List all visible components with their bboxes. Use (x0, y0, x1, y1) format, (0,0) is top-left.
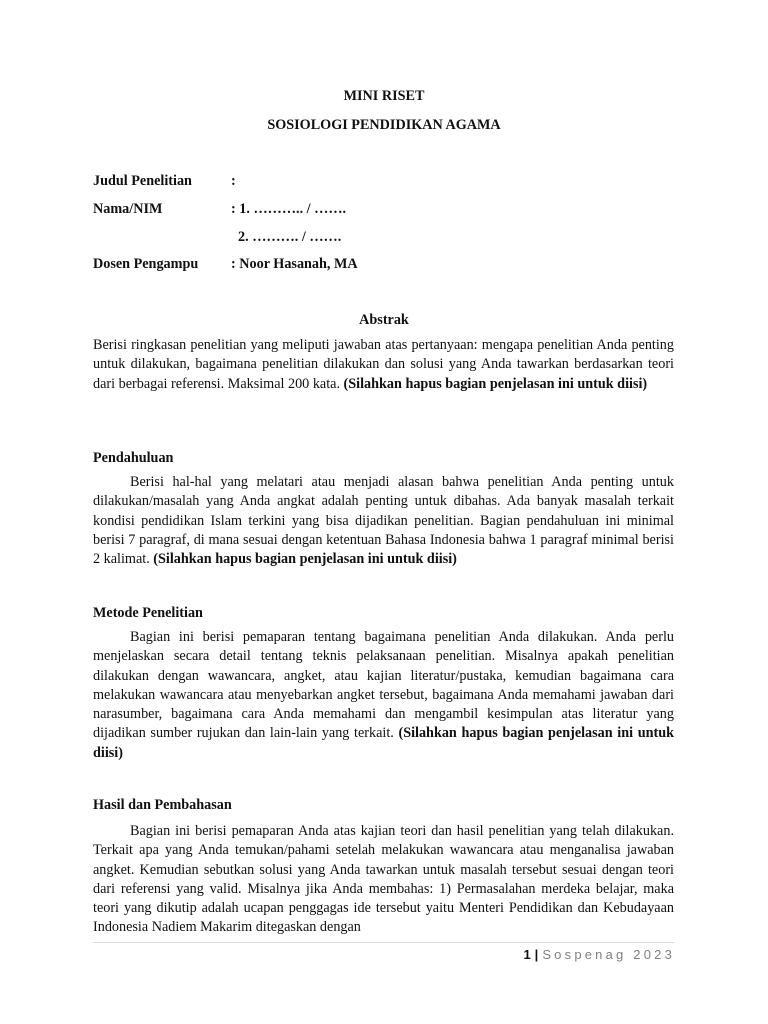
footer-separator: | (534, 947, 539, 962)
metode-paragraph (93, 628, 674, 763)
abstrak-note: (Silahkan hapus bagian penjelasan ini untuk diisi) (343, 375, 648, 392)
abstrak-paragraph (93, 336, 674, 394)
dosen-value: : Noor Hasanah, MA (231, 256, 358, 272)
metode-text: Bagian ini berisi pemaparan tentang bagaimana penelitian Anda dilakukan. Anda perlu menjelaskan secara detail tentang teknis pelaksanaan penelitian. Misalnya apakah penelitian dilakukan dengan wawancara, angket, atau kajian literatur/pustaka, kemudian bagaimana cara melakukan wawancara atau menyebarkan angket tersebut, bagaimana Anda memahami jawaban dari narasumber, bagaimana cara Anda memahami dan mengambil kesimpulan atas literatur yang dijadikan sumber rujukan dan lain-lain yang terkait. (93, 629, 674, 742)
pendahuluan-text: Berisi hal-hal yang melatari atau menjadi alasan bahwa penelitian Anda penting untuk dilakukan/masalah yang Anda angkat adalah penting untuk dibahas. Ada banyak masalah terkait kondisi pendidikan Islam terkini yang bisa dijadikan penelitian. Bagian pendahuluan ini minimal berisi 7 paragraf, di mana sesuai dengan ketentuan Bahasa Indonesia bahwa 1 paragraf minimal berisi 2 kalimat. (93, 474, 674, 568)
hasil-paragraph (93, 822, 674, 938)
nama-row-2 (238, 229, 341, 246)
metode-heading: Metode Penelitian (93, 605, 203, 621)
nama-value-2: 2. ………. / ……. (238, 229, 342, 245)
footer-label: Sospenag 2023 (542, 947, 675, 962)
metode-note: (Silahkan hapus bagian penjelasan ini untuk diisi) (93, 725, 674, 761)
pendahuluan-paragraph (93, 473, 674, 569)
page-number: 1 (523, 947, 531, 962)
nama-value-1: : 1. ……….. / ……. (231, 201, 347, 217)
nama-label: Nama/NIM (93, 201, 163, 217)
abstrak-heading: Abstrak (359, 312, 409, 328)
nama-row (93, 201, 346, 218)
pendahuluan-note: (Silahkan hapus bagian penjelasan ini untuk diisi) (153, 551, 457, 568)
pendahuluan-heading: Pendahuluan (93, 450, 174, 466)
dosen-label: Dosen Pengampu (93, 256, 199, 272)
page-footer (523, 947, 675, 962)
abstrak-text: Berisi ringkasan penelitian yang meliputi jawaban atas pertanyaan: mengapa penelitian Anda penting untuk dilakukan, bagaimana penelitian dilakukan dan solusi yang Anda tawarkan berdasarkan teori dari berbagai referensi. Maksimal 200 kata. (93, 337, 674, 392)
judul-label: Judul Penelitian (93, 173, 192, 189)
hasil-heading: Hasil dan Pembahasan (93, 797, 232, 813)
document-title: MINI RISET (343, 88, 425, 104)
hasil-text: Bagian ini berisi pemaparan Anda atas kajian teori dan hasil penelitian yang telah dilakukan. Terkait apa yang Anda temukan/pahami setelah melakukan wawancara atau menganalisa jawaban angket. Kemudian sebutkan solusi yang Anda tawarkan untuk masalah tersebut sesuai dengan teori dari referensi yang valid. Misalnya jika Anda membahas: 1) Permasalahan merdeka belajar, maka teori yang dikutip adalah ucapan penggagas ide tersebut yaitu Menteri Pendidikan dan Kebudayaan Indonesia Nadiem Makarim ditegaskan dengan (93, 823, 674, 936)
document-subtitle: SOSIOLOGI PENDIDIKAN AGAMA (267, 117, 501, 133)
footer-divider (93, 942, 674, 943)
dosen-row (93, 256, 358, 273)
judul-value: : (231, 173, 236, 189)
judul-row (93, 173, 236, 190)
